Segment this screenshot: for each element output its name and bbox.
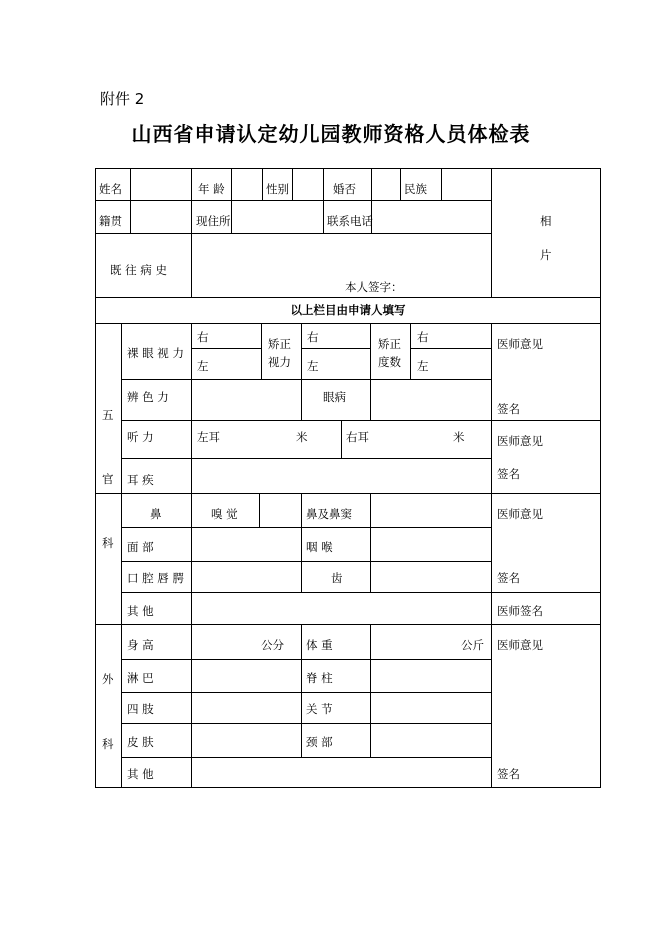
nose-sign-label: 签名	[497, 571, 520, 585]
applicant-note: 以上栏目由申请人填写	[290, 303, 406, 317]
ear-disease-label: 耳 疾	[127, 473, 154, 487]
limbs-label: 四 肢	[127, 702, 154, 716]
teeth-label: 齿	[331, 571, 343, 585]
ent-section-char-3: 科	[102, 536, 114, 550]
height-label: 身 高	[127, 638, 154, 652]
annex-label: 附件 2	[100, 90, 145, 108]
weight-unit: 公斤	[461, 638, 484, 652]
color-vision-label: 辨 色 力	[127, 390, 169, 404]
residence-label: 现住所	[196, 214, 231, 228]
corrected-right-label: 右	[307, 330, 319, 344]
eye-disease-label: 眼病	[323, 390, 346, 404]
hearing-label: 听 力	[127, 430, 154, 444]
corrected-vision-label-1: 矫正	[268, 337, 291, 351]
phone-label: 联系电话	[327, 214, 373, 228]
ent-doctor-sign-label: 医师签名	[497, 604, 543, 618]
ent-other-label: 其 他	[127, 604, 154, 618]
age-label: 年 龄	[198, 182, 225, 196]
throat-label: 咽 喉	[306, 540, 333, 554]
corrected-vision-label-2: 视力	[268, 355, 291, 369]
degree-left-label: 左	[417, 359, 429, 373]
ent-section-char-1: 五	[102, 408, 114, 422]
surgery-other-label: 其 他	[127, 767, 154, 781]
photo-label-top: 相	[540, 214, 552, 228]
joints-label: 关 节	[306, 702, 333, 716]
lymph-label: 淋 巴	[127, 671, 154, 685]
degree-right-label: 右	[417, 330, 429, 344]
medical-history-label: 既 往 病 史	[110, 263, 167, 277]
oral-label: 口 腔 唇 腭	[127, 571, 184, 585]
height-unit: 公分	[261, 638, 284, 652]
ear-sign-label: 签名	[497, 467, 520, 481]
correction-degree-label-1: 矫正	[378, 337, 401, 351]
nose-label: 鼻	[150, 507, 162, 521]
surgery-doctor-opinion-label: 医师意见	[497, 638, 543, 652]
ethnicity-label: 民族	[404, 182, 427, 196]
neck-label: 颈 部	[306, 735, 333, 749]
surgery-section-char-1: 外	[102, 672, 114, 686]
surgery-sign-label: 签名	[497, 767, 520, 781]
photo-label-bottom: 片	[540, 248, 552, 262]
smell-label: 嗅 觉	[211, 507, 238, 521]
naked-vision-label: 裸 眼 视 力	[127, 346, 184, 360]
native-place-label: 籍贯	[99, 214, 122, 228]
applicant-signature-label: 本人签字：	[345, 280, 403, 294]
left-ear-label: 左耳	[197, 430, 220, 444]
right-ear-label: 右耳	[346, 430, 369, 444]
weight-label: 体 重	[306, 638, 333, 652]
spine-label: 脊 柱	[306, 671, 333, 685]
marital-label: 婚否	[333, 182, 356, 196]
ear-doctor-opinion-label: 医师意见	[497, 434, 543, 448]
correction-degree-label-2: 度数	[378, 355, 401, 369]
right-ear-unit: 米	[453, 430, 465, 444]
form-title: 山西省申请认定幼儿园教师资格人员体检表	[131, 122, 531, 146]
surgery-section-char-2: 科	[102, 737, 114, 751]
skin-label: 皮 肤	[127, 735, 154, 749]
eye-sign-label: 签名	[497, 402, 520, 416]
eye-doctor-opinion-label: 医师意见	[497, 337, 543, 351]
ent-section-char-2: 官	[102, 472, 114, 486]
name-label: 姓名	[99, 182, 122, 196]
nose-sinus-label: 鼻及鼻窦	[306, 507, 352, 521]
naked-right-label: 右	[197, 330, 209, 344]
face-label: 面 部	[127, 540, 154, 554]
gender-label: 性别	[266, 182, 289, 196]
naked-left-label: 左	[197, 359, 209, 373]
nose-doctor-opinion-label: 医师意见	[497, 507, 543, 521]
corrected-left-label: 左	[307, 359, 319, 373]
left-ear-unit: 米	[296, 430, 308, 444]
